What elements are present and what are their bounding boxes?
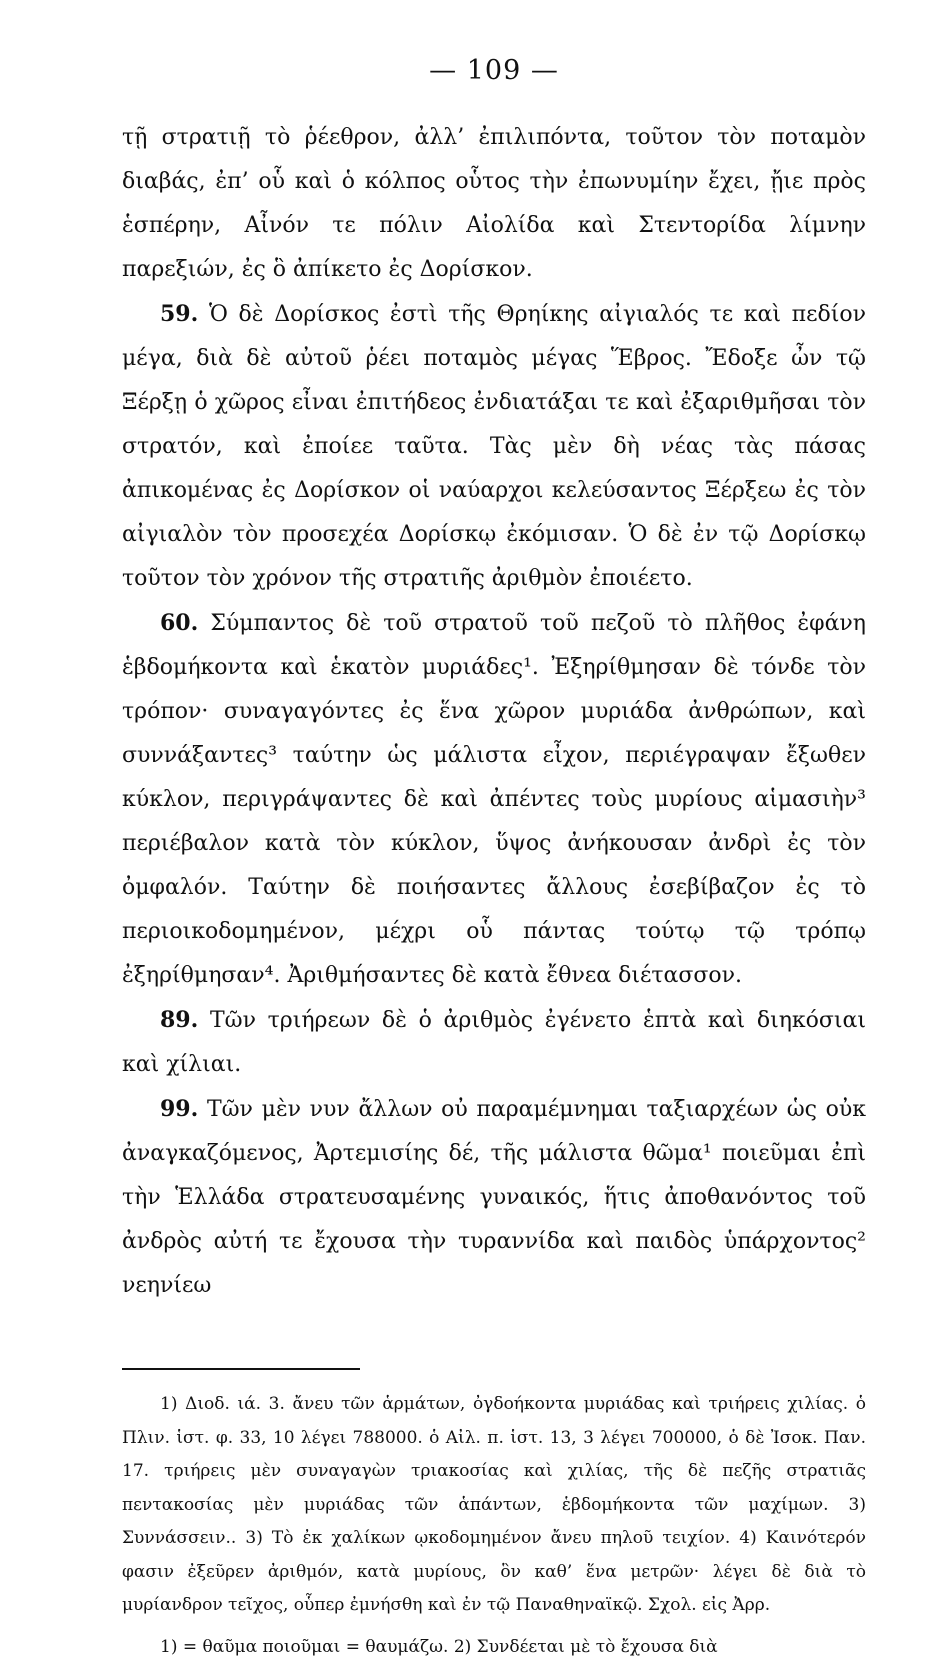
paragraph-text: Τῶν μὲν νυν ἄλλων οὐ παραμέμνημαι ταξιαρχέων ὡς οὐκ ἀναγκαζόμενος, Ἀρτεμισίης δέ, τῆς μάλιστα θῶμα¹ ποιεῦμαι ἐπὶ τὴν Ἑλλάδα στρατευσαμένης γυναικός, ἥτις ἀποθανόντος τοῦ ἀνδρὸς αὐτή τε ἔχουσα τὴν τυραννίδα καὶ παιδὸς ὑπάρχοντος² νεηνίεω	[122, 1097, 866, 1298]
paragraph-89	[122, 998, 866, 1087]
page-number: — 109 —	[122, 55, 866, 86]
paragraph-60	[122, 601, 866, 998]
paragraph-continuation	[122, 116, 866, 292]
paragraph-text: Τῶν τριήρεων δὲ ὁ ἀριθμὸς ἐγένετο ἑπτὰ καὶ διηκόσιαι καὶ χίλιαι.	[122, 1008, 866, 1077]
section-number: 89.	[160, 1007, 198, 1033]
footnote-divider	[122, 1368, 360, 1370]
section-number: 60.	[160, 610, 198, 636]
section-number: 59.	[160, 301, 198, 327]
paragraph-text: Ὁ δὲ Δορίσκος ἐστὶ τῆς Θρηίκης αἰγιαλός τε καὶ πεδίον μέγα, διὰ δὲ αὐτοῦ ῥέει ποταμὸς μέγας Ἕβρος. Ἔδοξε ὦν τῷ Ξέρξῃ ὁ χῶρος εἶναι ἐπιτήδεος ἐνδιατάξαι τε καὶ ἐξαριθμῆσαι τὸν στρατόν, καὶ ἐποίεε ταῦτα. Τὰς μὲν δὴ νέας τὰς πάσας ἀπικομένας ἐς Δορίσκον οἱ ναύαρχοι κελεύσαντος Ξέρξεω ἐς τὸν αἰγιαλὸν τὸν προσεχέα Δορίσκῳ ἐκόμισαν. Ὁ δὲ ἐν τῷ Δορίσκῳ τοῦτον τὸν χρόνον τῆς στρατιῆς ἀριθμὸν ἐποιέετο.	[122, 302, 866, 591]
footnotes	[122, 1388, 866, 1664]
main-text	[122, 116, 866, 1308]
footnote-block: 1) = θαῦμα ποιοῦμαι = θαυμάζω. 2) Συνδέεται μὲ τὸ ἔχουσα διὰ	[122, 1631, 866, 1664]
footnote-block: 1) Διοδ. ιά. 3. ἄνευ τῶν ἁρμάτων, ὀγδοήκοντα μυριάδας καὶ τριήρεις χιλίας. ὁ Πλιν. ἱστ. φ. 33, 10 λέγει 788000. ὁ Αἰλ. π. ἱστ. 13, 3 λέγει 700000, ὁ δὲ Ἰσοκ. Παν. 17. τριήρεις μὲν συναγαγὼν τριακοσίας καὶ χιλίας, τῆς δὲ πεζῆς στρατιᾶς πεντακοσίας μὲν μυριάδας τῶν ἁπάντων, ἑβδομήκοντα τῶν μαχίμων. 3) Συννάσσειν.. 3) Τὸ ἐκ χαλίκων ῳκοδομημένον ἄνευ πηλοῦ τειχίον. 4) Καινότερόν φασιν ἐξεῦρεν ἀριθμόν, κατὰ μυρίους, ὃν καθ’ ἕνα μετρῶν· λέγει δὲ διὰ τὸ μυρίανδρον τεῖχος, οὗπερ ἐμνήσθη καὶ ἐν τῷ Παναθηναϊκῷ. Σχολ. εἰς Ἀρρ.	[122, 1388, 866, 1623]
section-number: 99.	[160, 1096, 198, 1122]
paragraph-59	[122, 292, 866, 601]
paragraph-99	[122, 1087, 866, 1308]
paragraph-text: τῇ στρατιῇ τὸ ῥέεθρον, ἀλλ’ ἐπιλιπόντα, τοῦτον τὸν ποταμὸν διαβάς, ἐπ’ οὗ καὶ ὁ κόλπος οὗτος τὴν ἐπωνυμίην ἔχει, ᾔιε πρὸς ἑσπέρην, Αἶνόν τε πόλιν Αἰολίδα καὶ Στεντορίδα λίμνην παρεξιών, ἐς ὃ ἀπίκετο ἐς Δορίσκον.	[122, 125, 866, 282]
paragraph-text: Σύμπαντος δὲ τοῦ στρατοῦ τοῦ πεζοῦ τὸ πλῆθος ἐφάνη ἑβδομήκοντα καὶ ἑκατὸν μυριάδες¹. Ἐξηρίθμησαν δὲ τόνδε τὸν τρόπον· συναγαγόντες ἐς ἕνα χῶρον μυριάδα ἀνθρώπων, καὶ συννάξαντες³ ταύτην ὡς μάλιστα εἶχον, περιέγραψαν ἔξωθεν κύκλον, περιγράψαντες δὲ καὶ ἀπέντες τοὺς μυρίους αἱμασιὴν³ περιέβαλον κατὰ τὸν κύκλον, ὕψος ἀνήκουσαν ἀνδρὶ ἐς τὸν ὀμφαλόν. Ταύτην δὲ ποιήσαντες ἄλλους ἐσεβίβαζον ἐς τὸ περιοικοδομημένον, μέχρι οὗ πάντας τούτῳ τῷ τρόπῳ ἐξηρίθμησαν⁴. Ἀριθμήσαντες δὲ κατὰ ἔθνεα διέτασσον.	[122, 611, 866, 988]
